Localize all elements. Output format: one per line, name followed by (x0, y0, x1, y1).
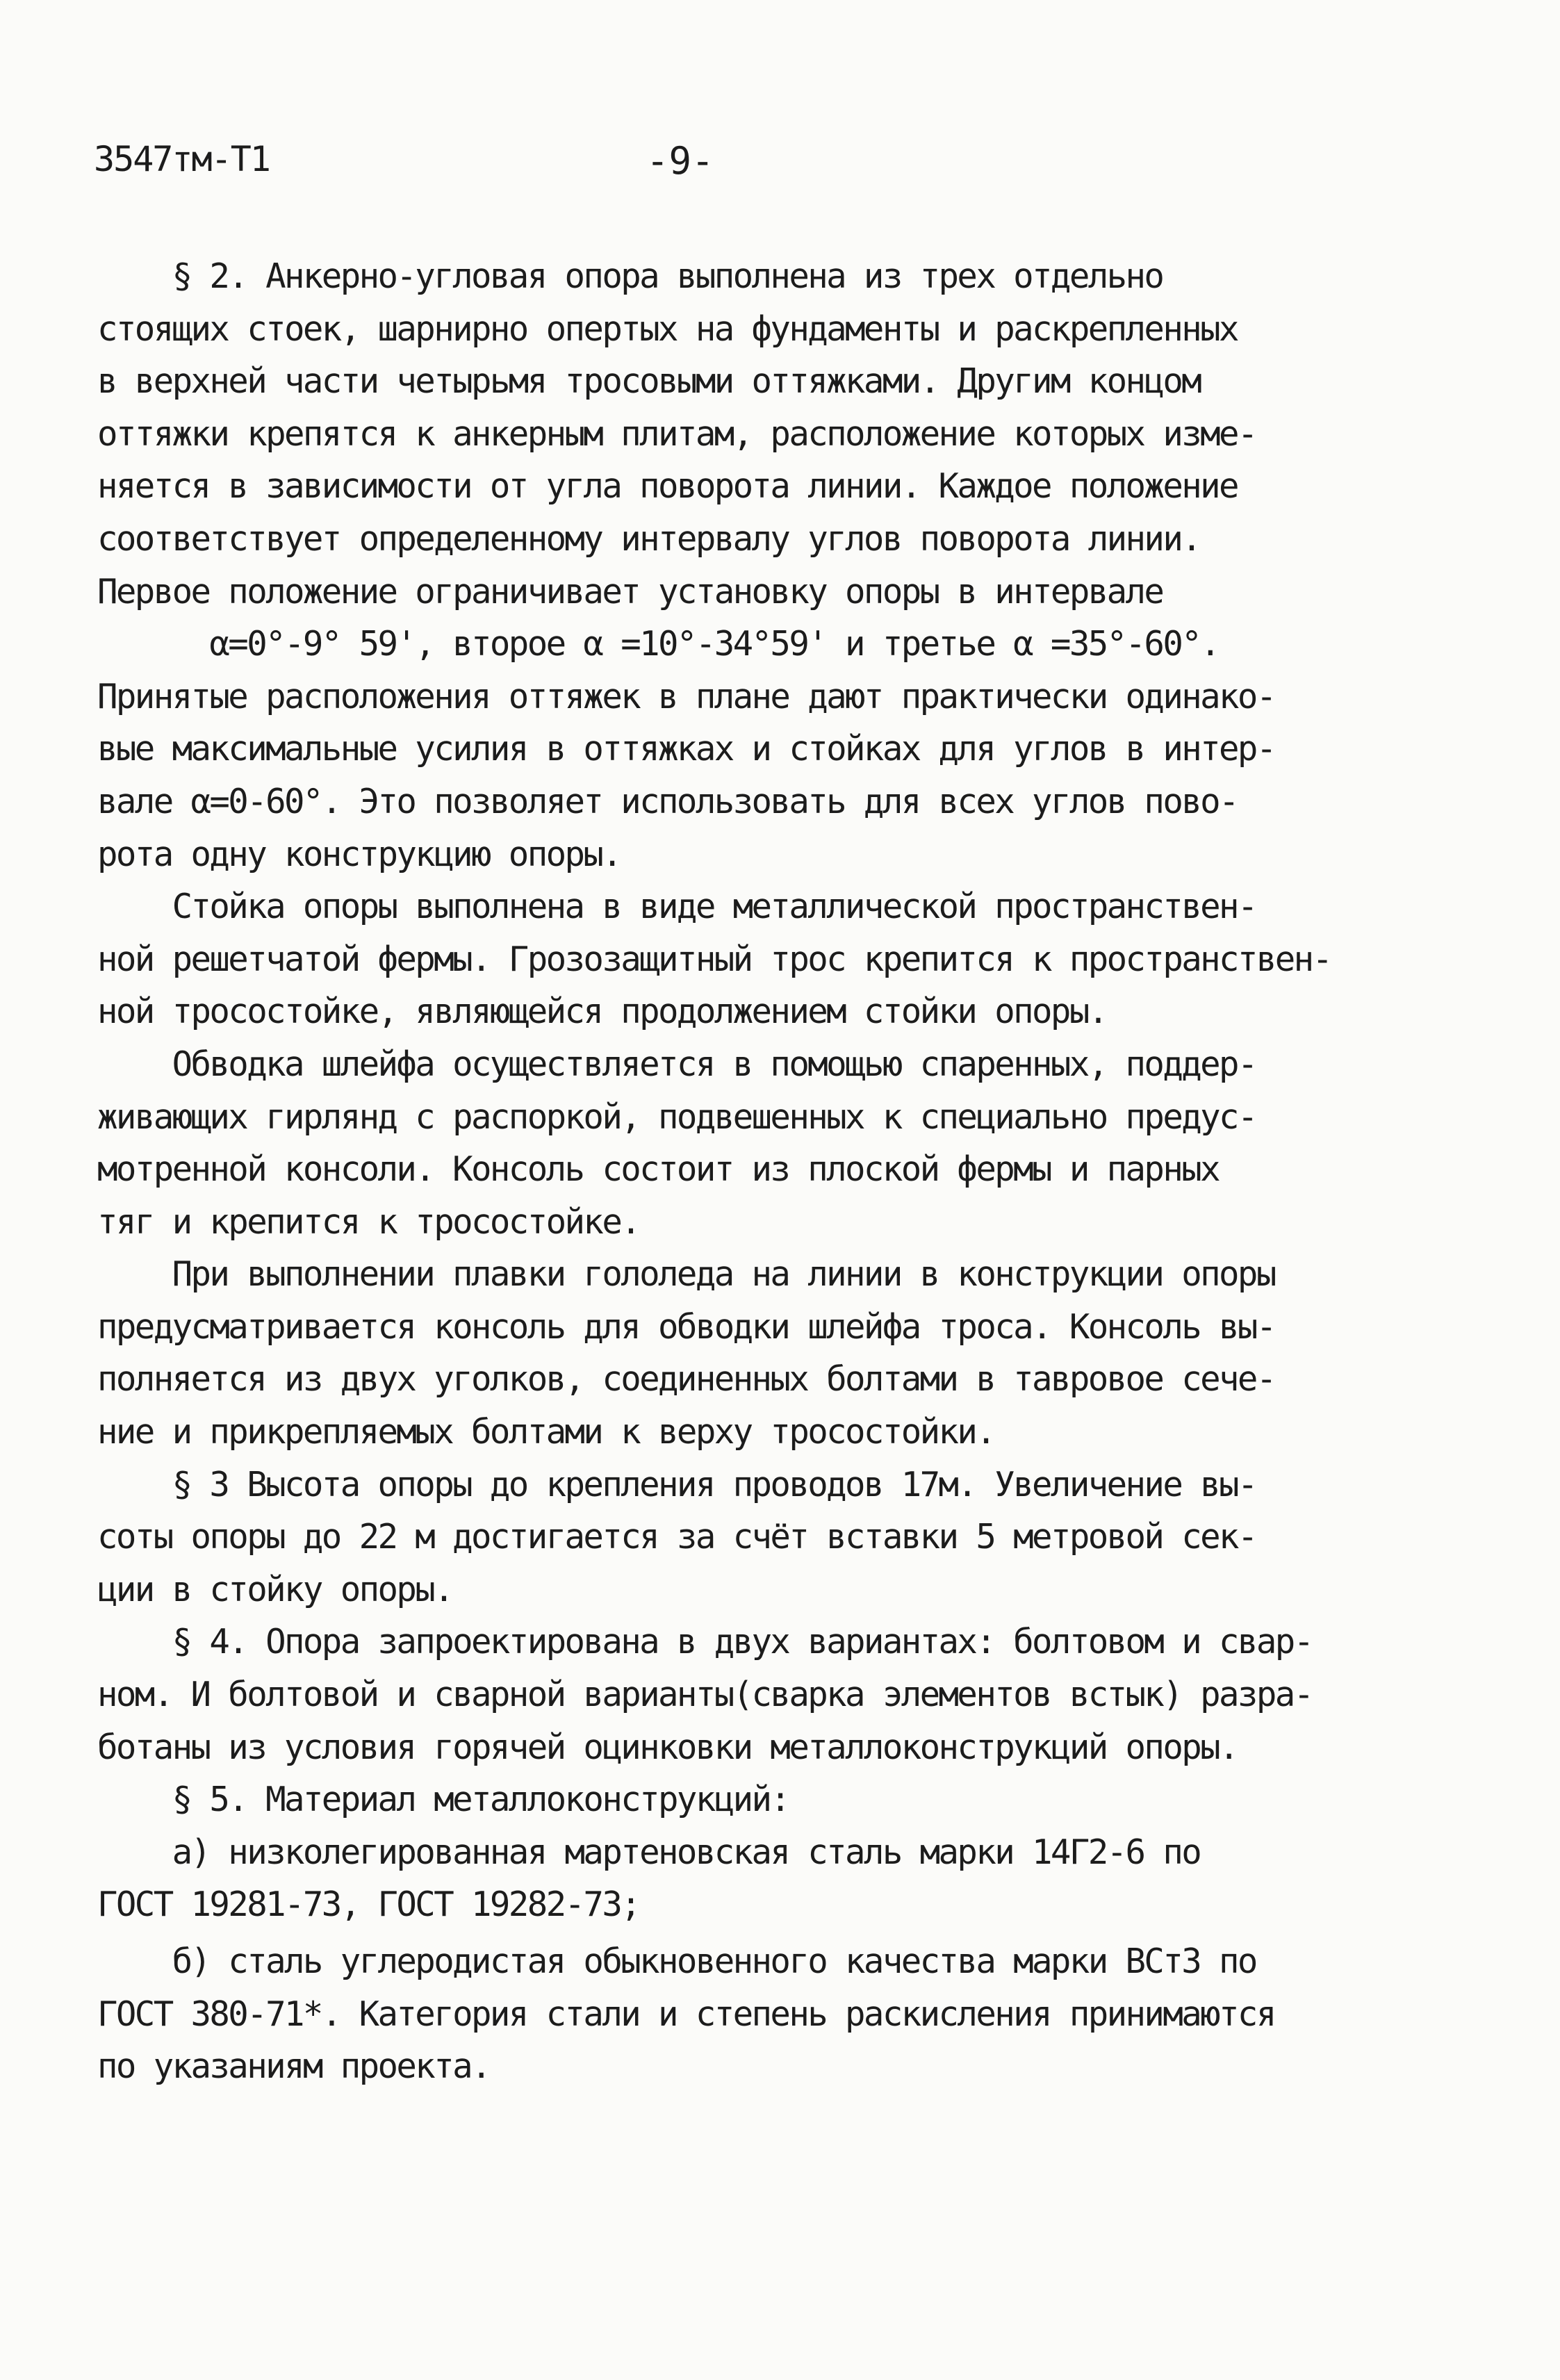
text-line: соты опоры до 22 м достигается за счёт вставки 5 метровой сек- (97, 1517, 1256, 1557)
text-line: няется в зависимости от угла поворота линии. Каждое положение (97, 466, 1238, 507)
text-line: ГОСТ 380-71*. Категория стали и степень раскисления принимаются (97, 1994, 1275, 2034)
text-line: § 3 Высота опоры до крепления проводов 17м. Увеличение вы- (97, 1464, 1256, 1504)
text-line: § 5. Материал металлоконструкций: (97, 1780, 789, 1820)
text-line: ном. И болтовой и сварной варианты(сварка элементов встык) разра- (97, 1675, 1313, 1715)
text-line: ботаны из условия горячей оцинковки металлоконструкций опоры. (97, 1727, 1238, 1767)
text-line: тяг и крепится к тросостойке. (97, 1201, 640, 1242)
text-line: по указаниям проекта. (97, 2046, 490, 2087)
text-line: § 2. Анкерно-угловая опора выполнена из трех отдельно (97, 256, 1163, 296)
text-line: б) сталь углеродистая обыкновенного качества марки ВСт3 по (97, 1942, 1256, 1981)
text-line: в верхней части четырьмя тросовыми оттяжками. Другим концом (97, 361, 1201, 402)
page-header (94, 139, 1470, 195)
text-line: ции в стойку опоры. (97, 1569, 453, 1609)
text-line: стоящих стоек, шарнирно опертых на фундаменты и раскрепленных (97, 309, 1238, 349)
text-line: Стойка опоры выполнена в виде металлической пространствен- (97, 887, 1256, 927)
text-line: Первое положение ограничивает установку опоры в интервале (97, 571, 1163, 612)
text-line: а) низколегированная мартеновская сталь марки 14Г2-6 по (97, 1832, 1201, 1872)
text-line: ние и прикрепляемых болтами к верху тросостойки. (97, 1412, 995, 1452)
text-line: Принятые расположения оттяжек в плане дают практически одинако- (97, 676, 1275, 716)
text-line: ГОСТ 19281-73, ГОСТ 19282-73; (97, 1885, 640, 1925)
text-line: вале α=0-60°. Это позволяет использовать для всех углов пово- (97, 781, 1238, 821)
text-line: При выполнении плавки гололеда на линии в конструкции опоры (97, 1254, 1275, 1295)
document-code: 3547тм-Т1 (94, 139, 270, 179)
text-line: Обводка шлейфа осуществляется в помощью спаренных, поддер- (97, 1044, 1256, 1084)
text-line: предусматривается консоль для обводки шлейфа троса. Консоль вы- (97, 1306, 1275, 1347)
text-line: ной тросостойке, являющейся продолжением стойки опоры. (97, 992, 1107, 1032)
document-body (97, 250, 1477, 2093)
page-number: -9- (646, 139, 714, 183)
text-line: соответствует определенному интервалу углов поворота линии. (97, 518, 1201, 559)
text-line: рота одну конструкцию опоры. (97, 834, 621, 874)
text-line: оттяжки крепятся к анкерным плитам, расположение которых изме- (97, 413, 1256, 454)
text-line: живающих гирлянд с распоркой, подвешенных к специально предус- (97, 1097, 1256, 1137)
text-line: полняется из двух уголков, соединенных болтами в тавровое сече- (97, 1359, 1275, 1400)
text-line: вые максимальные усилия в оттяжках и стойках для углов в интер- (97, 729, 1275, 769)
text-line: § 4. Опора запроектирована в двух вариантах: болтовом и свар- (97, 1622, 1313, 1662)
text-line: ной решетчатой фермы. Грозозащитный трос крепится к пространствен- (97, 939, 1331, 979)
text-line: α=0°-9° 59', второе α =10°-34°59' и третье α =35°-60°. (97, 624, 1220, 664)
text-line: мотренной консоли. Консоль состоит из плоской фермы и парных (97, 1149, 1220, 1190)
